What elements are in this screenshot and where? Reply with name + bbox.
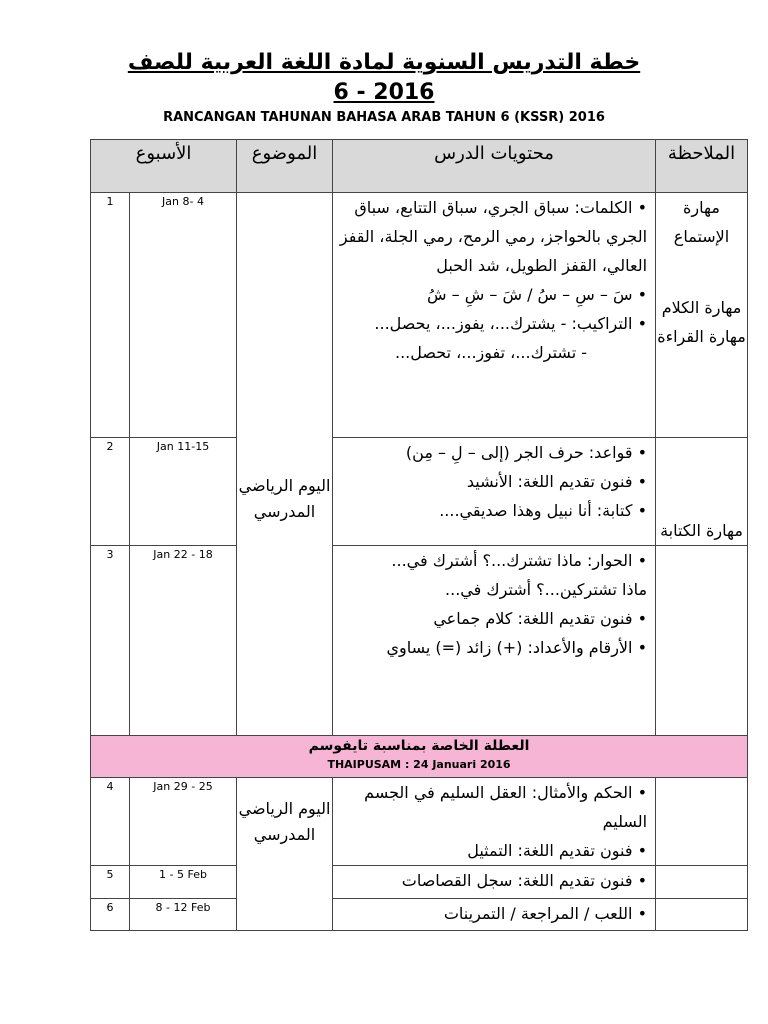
week-number: 3 — [91, 546, 130, 736]
holiday-date: THAIPUSAM : 24 Januari 2016 — [327, 758, 511, 771]
note-item: مهارة الكتابة — [660, 521, 743, 540]
week-number: 4 — [91, 778, 130, 866]
note-item: مهارة الكلام — [661, 298, 742, 317]
table-header-row — [91, 140, 748, 193]
holiday-title: العطلة الخاصة بمناسبة تايفوسم — [308, 738, 530, 754]
topic-cell: اليوم الرياضي المدرسي — [237, 778, 333, 931]
content-line: • فنون تقديم اللغة: كلام جماعي — [433, 609, 648, 628]
content-line: • قواعد: حرف الجر (إلى – لِ – مِن) — [405, 443, 648, 462]
table-row — [91, 193, 748, 438]
content-cell — [333, 866, 656, 899]
notes-cell — [656, 778, 748, 866]
lesson-plan-table — [90, 139, 748, 931]
content-cell — [333, 438, 656, 546]
content-line: • الأرقام والأعداد: (+) زائد (=) يساوي — [386, 638, 648, 657]
week-date: Jan 8- 4 — [130, 193, 237, 438]
week-number: 6 — [91, 899, 130, 931]
table-row — [91, 866, 748, 899]
week-number: 1 — [91, 193, 130, 438]
notes-cell — [656, 438, 748, 546]
table-row — [91, 778, 748, 866]
content-line: • سَ – سِ – سُ / شَ – شِ – شُ — [427, 285, 648, 304]
week-date: Jan 22 - 18 — [130, 546, 237, 736]
holiday-row — [91, 736, 748, 778]
document-title-year: 6 - 2016 — [333, 80, 435, 105]
content-line: • كتابة: أنا نبيل وهذا صديقي.... — [439, 501, 648, 520]
header-topic: الموضوع — [237, 140, 333, 193]
document-subtitle: RANCANGAN TAHUNAN BAHASA ARAB TAHUN 6 (KSSR) 2016 — [163, 110, 605, 125]
table-row — [91, 546, 748, 736]
content-cell — [333, 546, 656, 736]
holiday-cell — [91, 736, 748, 778]
header-content: محتويات الدرس — [333, 140, 656, 193]
table-row — [91, 438, 748, 546]
content-line: • فنون تقديم اللغة: الأنشيد — [466, 472, 648, 491]
content-line: • فنون تقديم اللغة: التمثيل — [467, 841, 648, 860]
content-line: - تشترك...، تفوز...، تحصل... — [395, 343, 588, 362]
week-number: 2 — [91, 438, 130, 546]
topic-cell: اليوم الرياضي المدرسي — [237, 193, 333, 736]
notes-cell — [656, 193, 748, 438]
notes-cell — [656, 546, 748, 736]
content-cell — [333, 899, 656, 931]
note-item: مهارة القراءة — [657, 327, 746, 346]
notes-cell — [656, 899, 748, 931]
note-item: مهارة الإستماع — [673, 198, 730, 246]
week-date: Jan 29 - 25 — [130, 778, 237, 866]
header-week: الأسبوع — [91, 140, 237, 193]
content-cell — [333, 193, 656, 438]
document-title: خطة التدريس السنوية لمادة اللغة العربية للصف — [127, 50, 641, 75]
header-notes: الملاحظة — [656, 140, 748, 193]
content-line: • الكلمات: سباق الجري، سباق التتابع، سباق الجري بالحواجز، رمي الرمح، رمي الجلة، القفز العالي، القفز الطويل، شد الحبل — [339, 198, 648, 275]
content-line: • اللعب / المراجعة / التمرينات — [443, 904, 648, 923]
week-date: Jan 11-15 — [130, 438, 237, 546]
week-number: 5 — [91, 866, 130, 899]
content-line: • فنون تقديم اللغة: سجل القصاصات — [401, 871, 648, 890]
week-date: 8 - 12 Feb — [130, 899, 237, 931]
content-cell — [333, 778, 656, 866]
table-row — [91, 899, 748, 931]
week-date: 1 - 5 Feb — [130, 866, 237, 899]
content-line: • الحوار: ماذا تشترك...؟ أشترك في... — [391, 551, 648, 570]
content-line: ماذا تشتركين...؟ أشترك في... — [445, 580, 648, 599]
content-line: • الحكم والأمثال: العقل السليم في الجسم السليم — [364, 783, 648, 831]
notes-cell — [656, 866, 748, 899]
content-line: • التراكيب: - يشترك...، يفوز...، يحصل... — [374, 314, 648, 333]
